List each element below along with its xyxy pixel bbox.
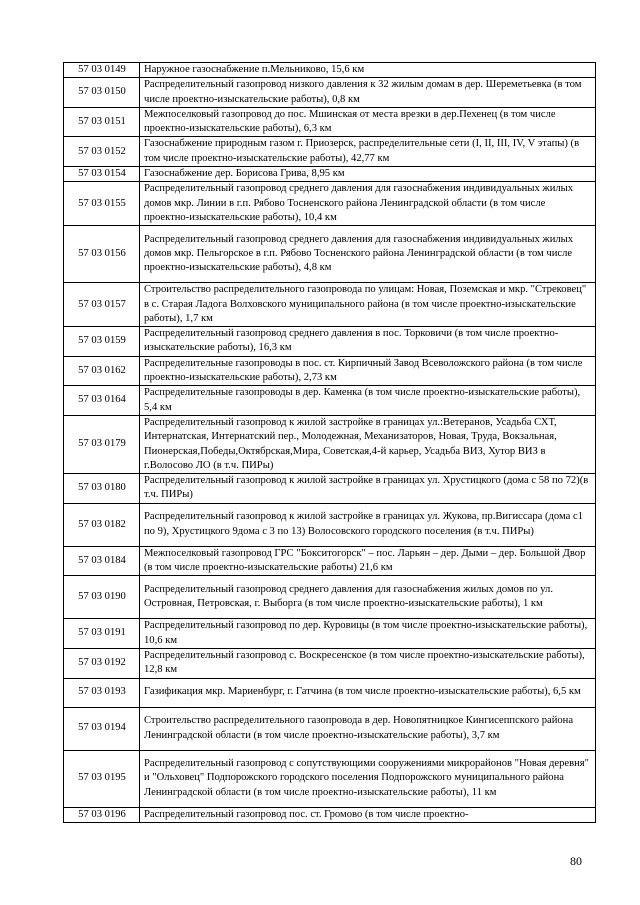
object-description-cell: Распределительный газопровод с. Воскресенское (в том числе проектно-изыскательские работы), 12,8 км <box>140 648 596 678</box>
object-code-cell: 57 03 0152 <box>64 137 140 167</box>
table-row <box>64 678 596 707</box>
object-code-cell: 57 03 0156 <box>64 226 140 283</box>
object-code-cell: 57 03 0149 <box>64 63 140 78</box>
table-row <box>64 546 596 576</box>
object-description-cell: Строительство распределительного газопровода по улицам: Новая, Поземская и мкр. "Стрековец" в с. Старая Ладога Волховского муниципального района (в том числе проектно-изыскательские работы), 1,7 км <box>140 283 596 327</box>
table-row <box>64 107 596 137</box>
object-description-cell: Газоснабжение природным газом г. Приозерск, распределительные сети (I, II, III, IV, V этапы) (в том числе проектно-изыскательские работы), 42,77 км <box>140 137 596 167</box>
object-code-cell: 57 03 0196 <box>64 807 140 822</box>
object-description-cell: Газоснабжение дер. Борисова Грива, 8,95 км <box>140 167 596 182</box>
object-code-cell: 57 03 0193 <box>64 678 140 707</box>
object-description-cell: Распределительные газопроводы в дер. Каменка (в том числе проектно-изыскательские работы), 5,4 км <box>140 386 596 416</box>
table-row <box>64 415 596 473</box>
object-description-cell: Распределительный газопровод к жилой застройке в границах ул.:Ветеранов, Усадьба СХТ, Интернатская, Интернатский пер., Молодежная, Механизаторов, Новая, Труда, Вокзальная, Пионерская,Победы,Октябрская,Мира, Советская,4-й карьер, Усадьба ВИЗ, Хутор ВИЗ в г.Волосово ЛО (в т.ч. ПИРы) <box>140 415 596 473</box>
object-description-cell: Распределительный газопровод по дер. Куровицы (в том числе проектно-изыскательские работы), 10,6 км <box>140 619 596 649</box>
table-row <box>64 386 596 416</box>
object-code-cell: 57 03 0194 <box>64 707 140 750</box>
document-table <box>63 62 596 823</box>
object-code-cell: 57 03 0184 <box>64 546 140 576</box>
table-row <box>64 707 596 750</box>
object-description-cell: Межпоселковый газопровод ГРС "Бокситогорск" – пос. Ларьян – дер. Дыми – дер. Большой Двор (в том числе проектно-изыскательские работы) 21,6 км <box>140 546 596 576</box>
object-code-cell: 57 03 0195 <box>64 750 140 807</box>
table-row <box>64 750 596 807</box>
table-row <box>64 648 596 678</box>
object-description-cell: Распределительный газопровод к жилой застройке в границах ул. Хрустицкого (дома с 58 по 72)(в т.ч. ПИРы) <box>140 474 596 504</box>
object-description-cell: Газификация мкр. Мариенбург, г. Гатчина (в том числе проектно-изыскательские работы), 6,5 км <box>140 678 596 707</box>
table-row <box>64 327 596 357</box>
object-code-cell: 57 03 0151 <box>64 107 140 137</box>
object-code-cell: 57 03 0154 <box>64 167 140 182</box>
table-row <box>64 167 596 182</box>
table-row <box>64 356 596 386</box>
object-description-cell: Распределительный газопровод низкого давления к 32 жилым домам в дер. Шереметьевка (в том числе проектно-изыскательские работы), 0,8 км <box>140 78 596 108</box>
object-code-cell: 57 03 0190 <box>64 576 140 619</box>
object-code-cell: 57 03 0150 <box>64 78 140 108</box>
page-number: 80 <box>570 854 582 868</box>
table-row <box>64 576 596 619</box>
object-code-cell: 57 03 0164 <box>64 386 140 416</box>
table-row <box>64 78 596 108</box>
table-row <box>64 474 596 504</box>
object-description-cell: Распределительный газопровод с сопутствующими сооружениями микрорайонов "Новая деревня" и "Ольховец" Подпорожского городского поселения Подпорожского муниципального района Ленинградской области (в том числе проектно-изыскательские работы), 11 км <box>140 750 596 807</box>
object-description-cell: Распределительный газопровод среднего давления для газоснабжения индивидуальных жилых домов мкр. Пельгорское в г.п. Рябово Тосненского района Ленинградской области (в том числе проектно-изыскательские работы), 4,8 км <box>140 226 596 283</box>
object-code-cell: 57 03 0155 <box>64 182 140 226</box>
table-row <box>64 63 596 78</box>
object-code-cell: 57 03 0179 <box>64 415 140 473</box>
table-row <box>64 182 596 226</box>
object-code-cell: 57 03 0192 <box>64 648 140 678</box>
object-description-cell: Распределительный газопровод среднего давления в пос. Торковичи (в том числе проектно-изыскательские работы), 16,3 км <box>140 327 596 357</box>
object-code-cell: 57 03 0162 <box>64 356 140 386</box>
table-row <box>64 619 596 649</box>
table-row <box>64 503 596 546</box>
object-description-cell: Распределительный газопровод среднего давления для газоснабжения жилых домов по ул. Островная, Петровская, г. Выборга (в том числе проектно-изыскательские работы), 1 км <box>140 576 596 619</box>
object-description-cell: Распределительный газопровод пос. ст. Громово (в том числе проектно- <box>140 807 596 822</box>
object-code-cell: 57 03 0180 <box>64 474 140 504</box>
object-description-cell: Наружное газоснабжение п.Мельниково, 15,6 км <box>140 63 596 78</box>
object-description-cell: Распределительные газопроводы в пос. ст. Кирпичный Завод Всеволожского района (в том числе проектно-изыскательские работы), 2,73 км <box>140 356 596 386</box>
table-row <box>64 137 596 167</box>
object-code-cell: 57 03 0157 <box>64 283 140 327</box>
object-description-cell: Межпоселковый газопровод до пос. Мшинская от места врезки в дер.Пехенец (в том числе проектно-изыскательские работы), 6,3 км <box>140 107 596 137</box>
object-description-cell: Распределительный газопровод среднего давления для газоснабжения индивидуальных жилых домов мкр. Линии в г.п. Рябово Тосненского района Ленинградской области (в том числе проектно-изыскательские работы), 10,4 км <box>140 182 596 226</box>
object-code-cell: 57 03 0182 <box>64 503 140 546</box>
table-row <box>64 226 596 283</box>
object-code-cell: 57 03 0191 <box>64 619 140 649</box>
object-description-cell: Распределительный газопровод к жилой застройке в границах ул. Жукова, пр.Вигиссара (дома с1 по 9), Хрустицкого 9дома с 3 по 13) Волосовского городского поселения (в т.ч. ПИРы) <box>140 503 596 546</box>
object-code-cell: 57 03 0159 <box>64 327 140 357</box>
table-row <box>64 807 596 822</box>
table-row <box>64 283 596 327</box>
object-description-cell: Строительство распределительного газопровода в дер. Новопятницкое Кингисеппского района Ленинградской области (в том числе проектно-изыскательские работы), 3,7 км <box>140 707 596 750</box>
